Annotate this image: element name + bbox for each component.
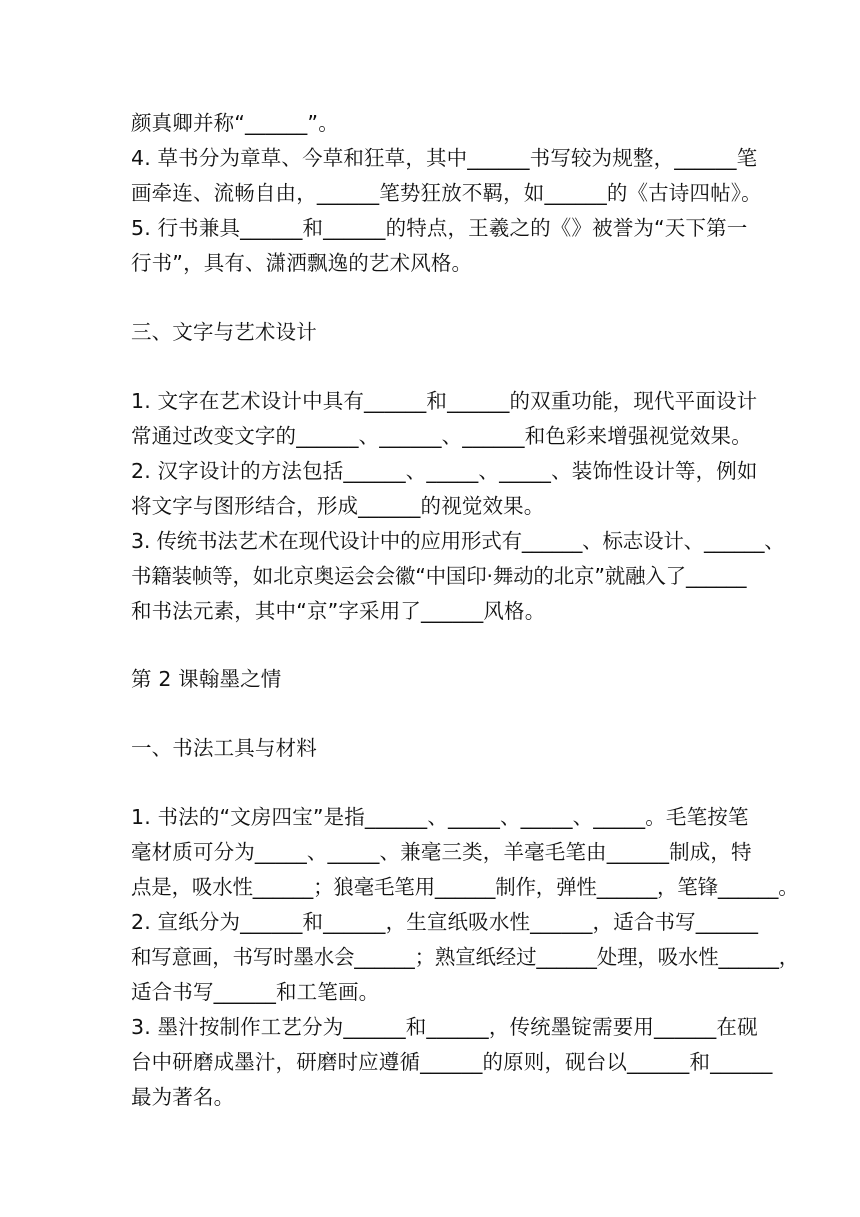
text-line-23: 台中研磨成墨汁，研磨时应遵循______的原则，砚台以______和______ xyxy=(131,1050,773,1074)
lesson-title: 第 2 课翰墨之情 xyxy=(131,667,282,691)
text-line-5: 行书”，具有、潇洒飘逸的艺术风格。 xyxy=(131,251,473,275)
text-line-8: 常通过改变文字的______、______、______和色彩来增强视觉效果。 xyxy=(131,424,752,448)
text-line-24: 最为著名。 xyxy=(131,1085,235,1109)
text-line-17: 毫材质可分为_____、_____、兼毫三类，羊毫毛笔由______制成，特 xyxy=(131,840,752,864)
text-line-22: 3. 墨汁按制作工艺分为______和______，传统墨锭需要用______在砚 xyxy=(131,1015,758,1039)
text-line-3: 画牵连、流畅自由，______笔势狂放不羁，如______的《古诗四帖》。 xyxy=(131,181,762,205)
text-line-21: 适合书写______和工笔画。 xyxy=(131,980,380,1004)
text-line-20: 和写意画，书写时墨水会______；熟宣纸经过______处理，吸水性______， xyxy=(131,945,800,969)
text-line-10: 将文字与图形结合，形成______的视觉效果。 xyxy=(131,494,545,518)
text-line-18: 点是，吸水性______；狼毫毛笔用______制作，弹性______，笔锋______。 xyxy=(131,875,799,899)
text-line-19: 2. 宣纸分为______和______，生宣纸吸水性______，适合书写______ xyxy=(131,910,759,934)
text-line-2: 4. 草书分为章草、今草和狂草，其中______书写较为规整，______笔 xyxy=(131,146,758,170)
text-line-9: 2. 汉字设计的方法包括______、_____、_____、装饰性设计等，例如 xyxy=(131,459,758,483)
text-line-13: 和书法元素，其中“京”字采用了______风格。 xyxy=(131,599,546,623)
text-line-16: 1. 书法的“文房四宝”是指______、_____、_____、_____。毛笔按笔 xyxy=(131,805,749,829)
text-line-4: 5. 行书兼具______和______的特点，王羲之的《》被誉为“天下第一 xyxy=(131,216,748,240)
text-line-7: 1. 文字在艺术设计中具有______和______的双重功能，现代平面设计 xyxy=(131,389,758,413)
text-line-1: 颜真卿并称“______”。 xyxy=(131,111,339,135)
section-heading: 一、书法工具与材料 xyxy=(131,736,317,760)
text-line-11: 3. 传统书法艺术在现代设计中的应用形式有______、标志设计、______、 xyxy=(131,529,785,553)
section-heading: 三、文字与艺术设计 xyxy=(131,320,317,344)
text-line-12: 书籍装帧等，如北京奥运会会徽“中国印·舞动的北京”就融入了______ xyxy=(131,564,747,588)
